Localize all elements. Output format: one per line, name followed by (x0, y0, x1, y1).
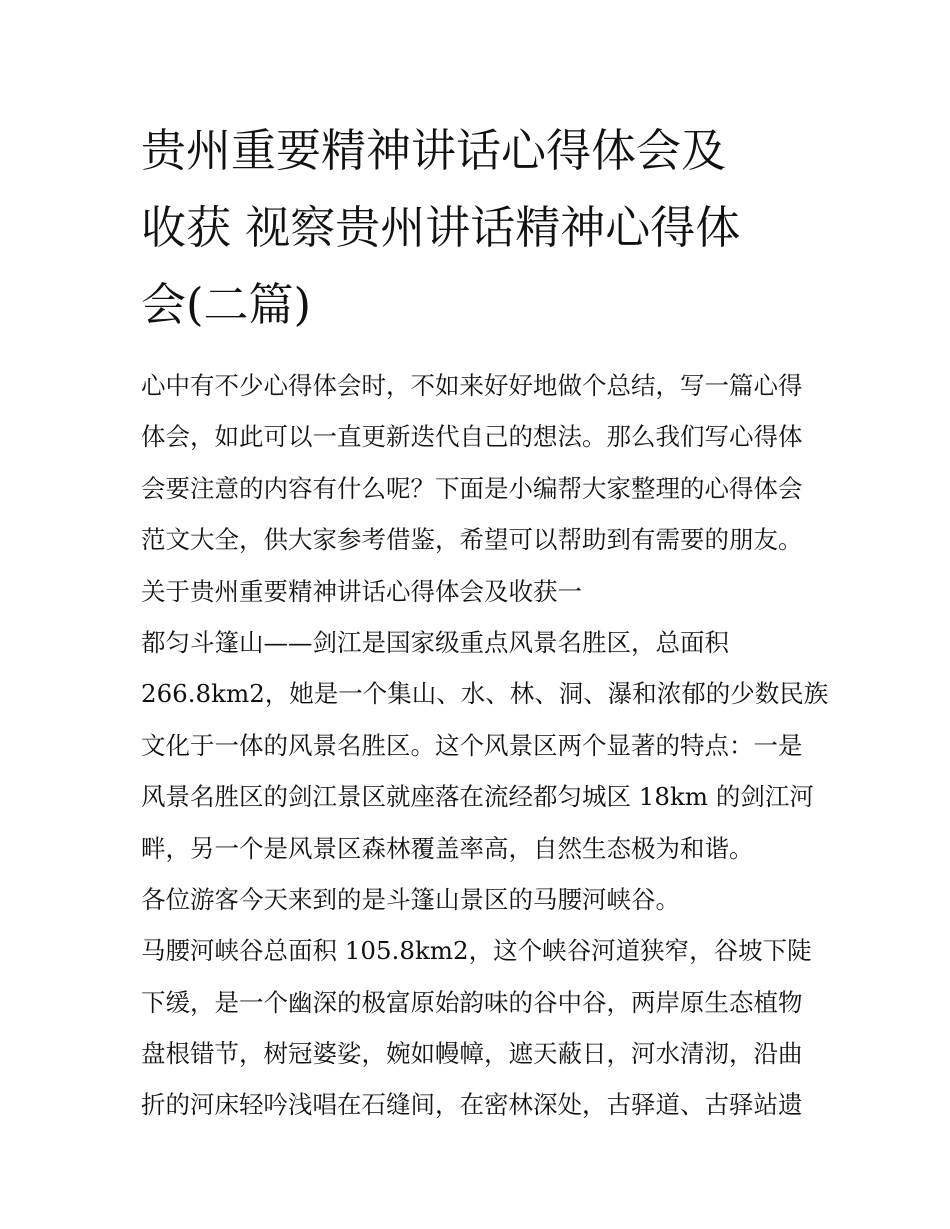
body-line: 体会，如此可以一直更新迭代自己的想法。那么我们写心得体 (141, 422, 803, 452)
body-line: 文化于一体的风景名胜区。这个风景区两个显著的特点：一是 (141, 730, 803, 760)
body-line: 盘根错节，树冠婆娑，婉如幔幛，遮天蔽日，河水清沏，沿曲 (141, 1039, 803, 1069)
document-body (141, 360, 828, 1131)
body-line: 风景名胜区的剑江景区就座落在流经都匀城区 18km 的剑江河 (141, 782, 814, 812)
body-line: 心中有不少心得体会时，不如来好好地做个总结，写一篇心得 (141, 371, 803, 400)
body-line: 各位游客今天来到的是斗篷山景区的马腰河峡谷。 (141, 884, 680, 914)
body-line: 266.8km2，她是一个集山、水、林、洞、瀑和浓郁的少数民族 (141, 679, 829, 709)
body-line: 马腰河峡谷总面积 105.8km2，这个峡谷河道狭窄，谷坡下陡 (141, 936, 812, 966)
body-line: 都匀斗篷山——剑江是国家级重点风景名胜区，总面积 (141, 627, 729, 657)
title-line: 收获 视察贵州讲话精神心得体 (141, 201, 741, 254)
body-line: 折的河床轻吟浅唱在石缝间，在密林深处，古驿道、古驿站遗 (141, 1090, 803, 1120)
body-line: 范文大全，供大家参考借鉴，希望可以帮助到有需要的朋友。 (141, 525, 803, 555)
title-line: 贵州重要精神讲话心得体会及 (141, 124, 727, 177)
document-title (141, 112, 841, 343)
section-heading: 关于贵州重要精神讲话心得体会及收获一 (141, 576, 582, 606)
body-line: 畔，另一个是风景区森林覆盖率高，自然生态极为和谐。 (141, 833, 754, 863)
body-line: 会要注意的内容有什么呢？下面是小编帮大家整理的心得体会 (141, 473, 803, 503)
title-line: 会(二篇) (141, 278, 312, 331)
body-line: 下缓，是一个幽深的极富原始韵味的谷中谷，两岸原生态植物 (141, 987, 803, 1017)
